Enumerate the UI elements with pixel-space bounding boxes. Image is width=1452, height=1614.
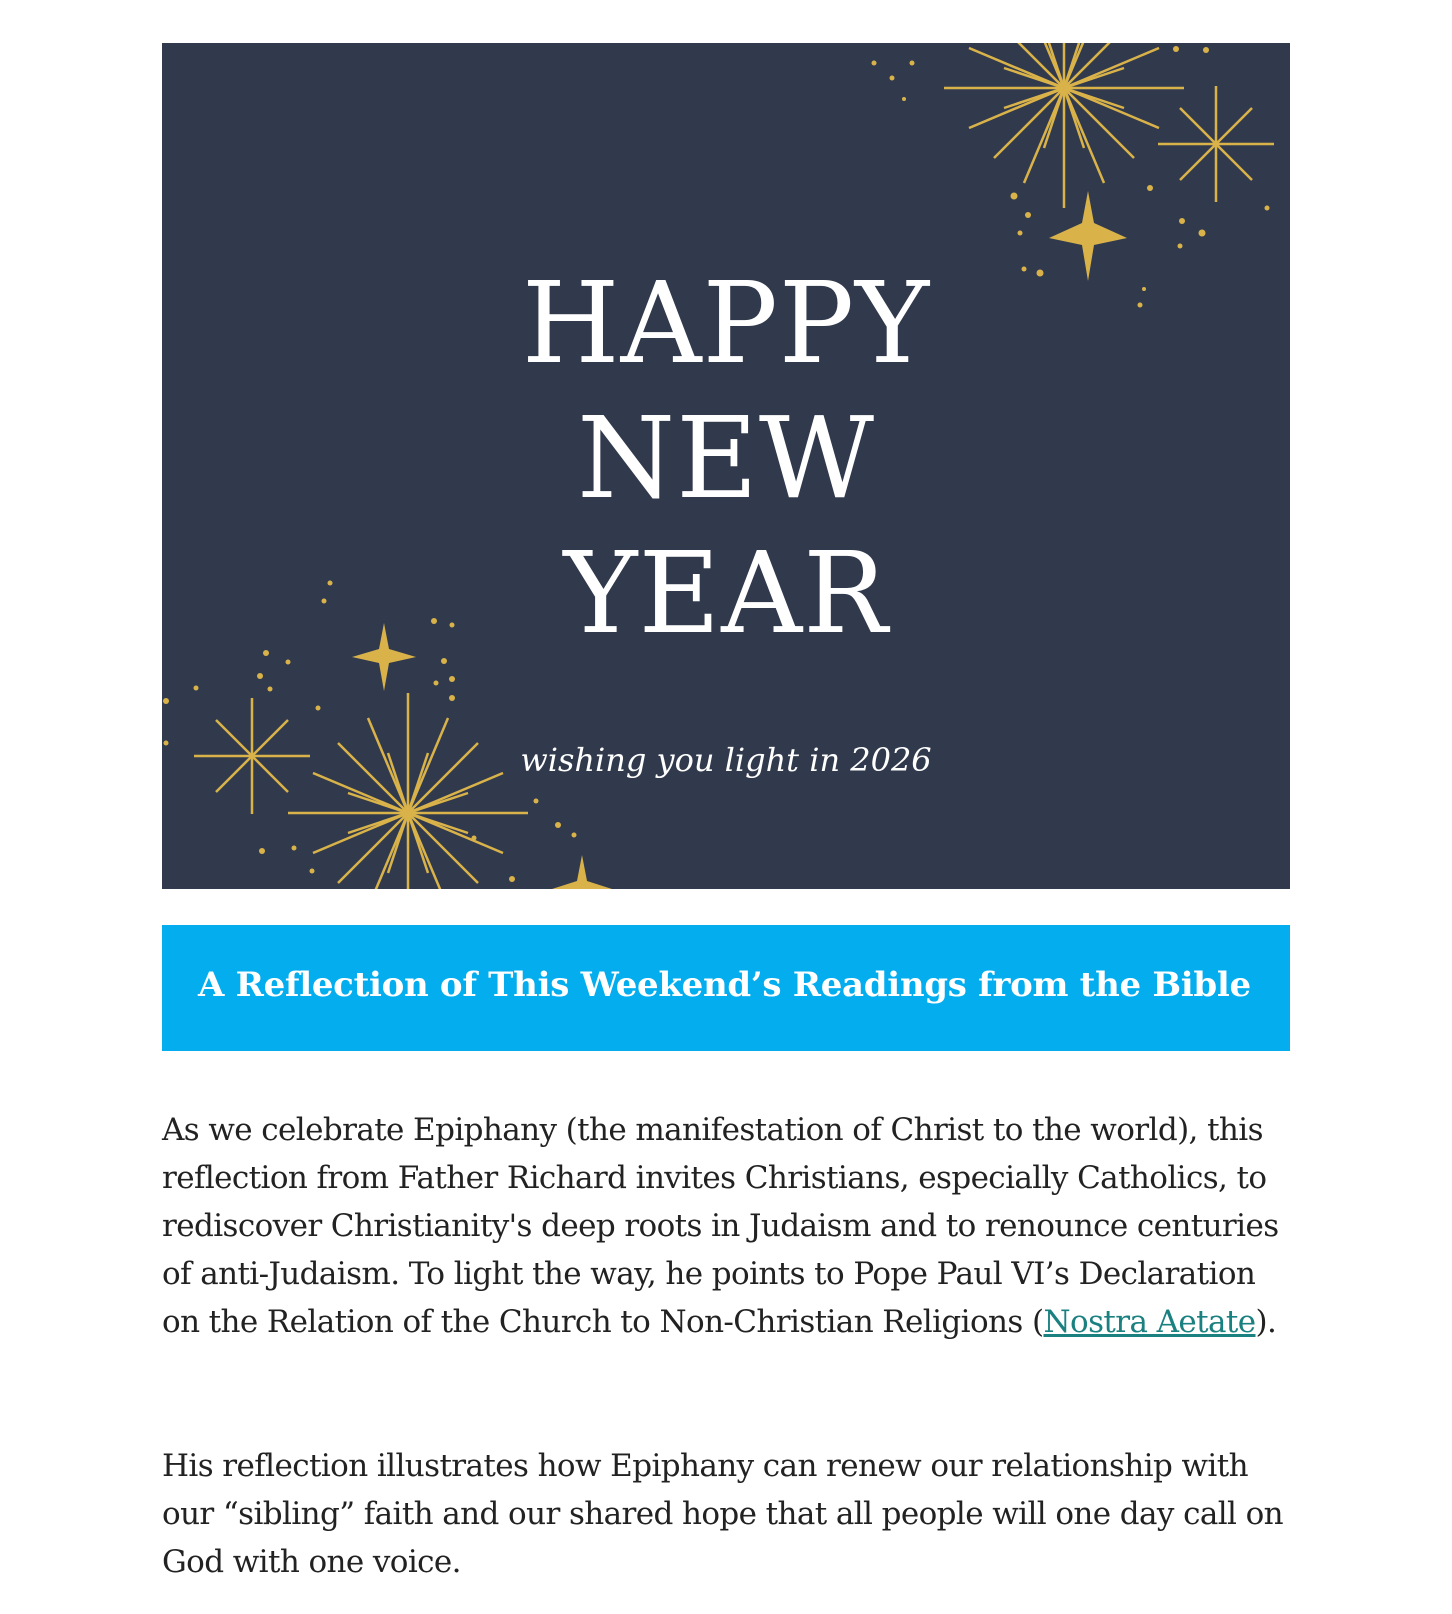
sparkle-stars-bottom-left bbox=[194, 693, 528, 889]
section-banner-title: A Reflection of This Weekend’s Readings from the Bible bbox=[198, 965, 1251, 1005]
section-banner bbox=[162, 925, 1290, 1051]
hero-subtitle: wishing you light in 2026 bbox=[520, 741, 932, 779]
hero-title-happy: HAPPY bbox=[521, 259, 931, 389]
sparkle-stars-top-right bbox=[944, 43, 1274, 208]
new-year-hero-image bbox=[162, 43, 1290, 889]
intro-paragraph bbox=[162, 1106, 1292, 1346]
nostra-aetate-link[interactable]: Nostra Aetate bbox=[1043, 1304, 1256, 1340]
hero-title-year: YEAR bbox=[563, 529, 889, 659]
intro-paragraph-text: As we celebrate Epiphany (the manifestation of Christ to the world), this reflection from Father Richard invites Christians, especially Catholics, to rediscover Christianity's deep roots in Judaism and to renounce centuries of anti-Judaism. To light the way, he points to Pope Paul VI’s Declaration on the Relation of the Church to Non-Christian Religions ( bbox=[162, 1112, 1279, 1340]
intro-paragraph-end: ). bbox=[1255, 1304, 1277, 1340]
hero-title-new: NEW bbox=[577, 394, 875, 524]
second-paragraph: His reflection illustrates how Epiphany can renew our relationship with our “sibling” faith and our shared hope that all people will one day call on God with one voice. bbox=[162, 1448, 1284, 1580]
